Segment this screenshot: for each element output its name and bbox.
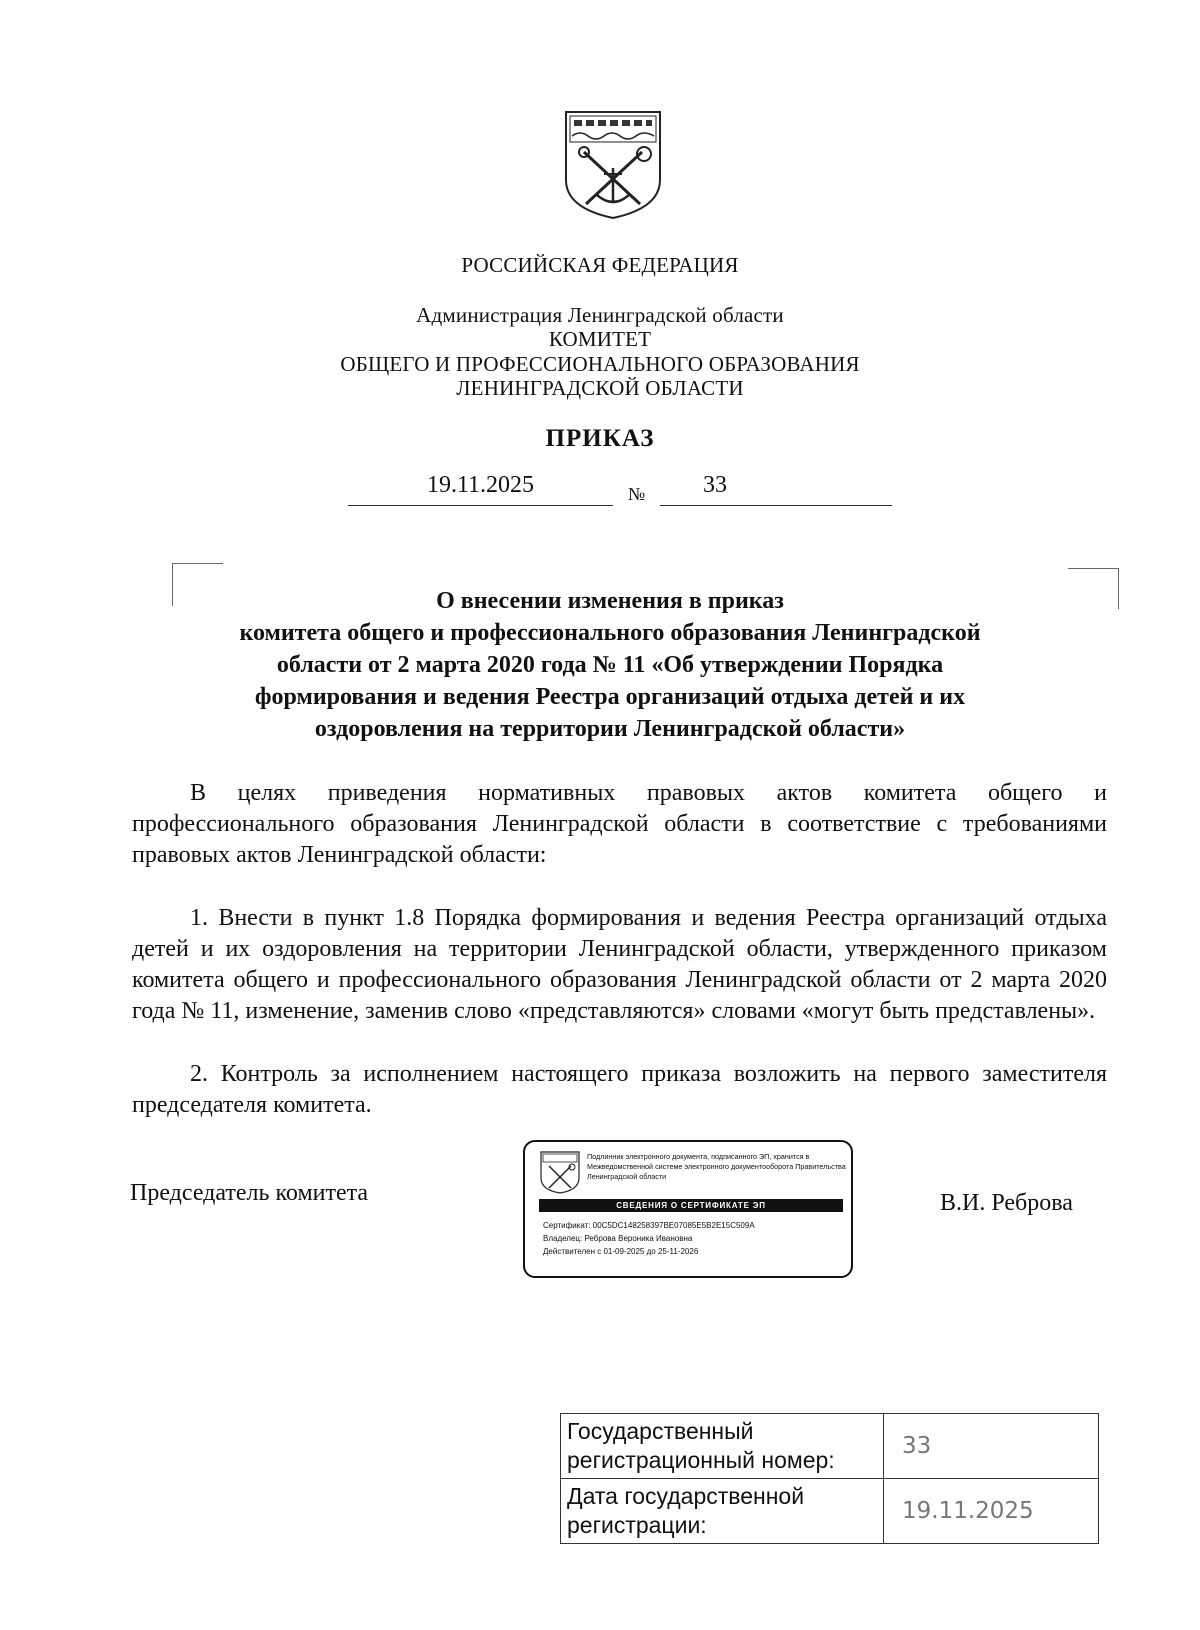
registration-date-label: Дата государственной регистрации:: [561, 1479, 884, 1544]
subject-line: области от 2 марта 2020 года № 11 «Об утверждении Порядка: [276, 652, 944, 678]
committee-label: КОМИТЕТ: [548, 327, 652, 351]
subject-line: оздоровления на территории Ленинградской области»: [314, 716, 906, 742]
signer-position: Председатель комитета: [130, 1180, 369, 1206]
stamp-banner: СВЕДЕНИЯ О СЕРТИФИКАТЕ ЭП: [539, 1199, 843, 1212]
registration-table: [560, 1413, 1099, 1544]
certificate-owner: Владелец: Реброва Вероника Ивановна: [543, 1234, 693, 1243]
certificate-validity: Действителен с 01-09-2025 до 25-11-2026: [543, 1247, 699, 1256]
coat-of-arms-icon: [560, 108, 666, 220]
order-number: 33: [703, 472, 727, 498]
registration-number-label: Государственный регистрационный номер:: [561, 1414, 884, 1479]
order-date: 19.11.2025: [426, 472, 535, 498]
stamp-note: Подлинник электронного документа, подписанного ЭП, хранится в Межведомственной системе электронного документооборота Правительства Ленинградской области: [587, 1152, 846, 1181]
item-2-paragraph: [132, 1059, 1107, 1121]
certificate-id: Сертификат: 00C5DC148258397BE07085E5B2E15C509A: [543, 1221, 755, 1230]
electronic-signature-stamp: [523, 1140, 853, 1278]
subject-line: формирования и ведения Реестра организаций отдыха детей и их: [254, 684, 966, 710]
order-subject: [150, 585, 1070, 745]
administration-name: Администрация Ленинградской области: [416, 303, 784, 327]
item-1-text: 1. Внести в пункт 1.8 Порядка формирования и ведения Реестра организаций отдыха детей и их оздоровления на территории Ленинградской области, утвержденного приказом комитета общего и профессионального образования Ленинградской области от 2 марта 2020 года № 11, изменение, заменив слово «представляются» словами «могут быть представлены».: [132, 905, 1107, 1024]
item-2-text: 2. Контроль за исполнением настоящего приказа возложить на первого заместителя председателя комитета.: [132, 1061, 1107, 1118]
stamp-coat-of-arms-icon: [539, 1150, 581, 1194]
date-underline: [348, 505, 613, 506]
subject-line: О внесении изменения в приказ: [436, 588, 784, 614]
preamble-paragraph: [132, 778, 1107, 871]
committee-name-line2: ЛЕНИНГРАДСКОЙ ОБЛАСТИ: [456, 376, 744, 400]
order-title: ПРИКАЗ: [545, 425, 655, 452]
preamble-text: В целях приведения нормативных правовых актов комитета общего и профессионального образования Ленинградской области в соответствие с требованиями правовых актов Ленинградской области:: [132, 780, 1107, 868]
signer-name: В.И. Реброва: [940, 1190, 1073, 1216]
registration-date-value: 19.11.2025: [884, 1479, 1099, 1544]
number-sign: №: [628, 484, 646, 504]
country-name: РОССИЙСКАЯ ФЕДЕРАЦИЯ: [461, 253, 739, 277]
number-underline: [660, 505, 892, 506]
committee-name-line1: ОБЩЕГО И ПРОФЕССИОНАЛЬНОГО ОБРАЗОВАНИЯ: [340, 352, 860, 376]
item-1-paragraph: [132, 903, 1107, 1027]
subject-line: комитета общего и профессионального образования Ленинградской: [239, 620, 981, 646]
table-row: [561, 1479, 1099, 1544]
registration-number-value: 33: [884, 1414, 1099, 1479]
table-row: [561, 1414, 1099, 1479]
subject-corner-right: [1068, 568, 1119, 609]
